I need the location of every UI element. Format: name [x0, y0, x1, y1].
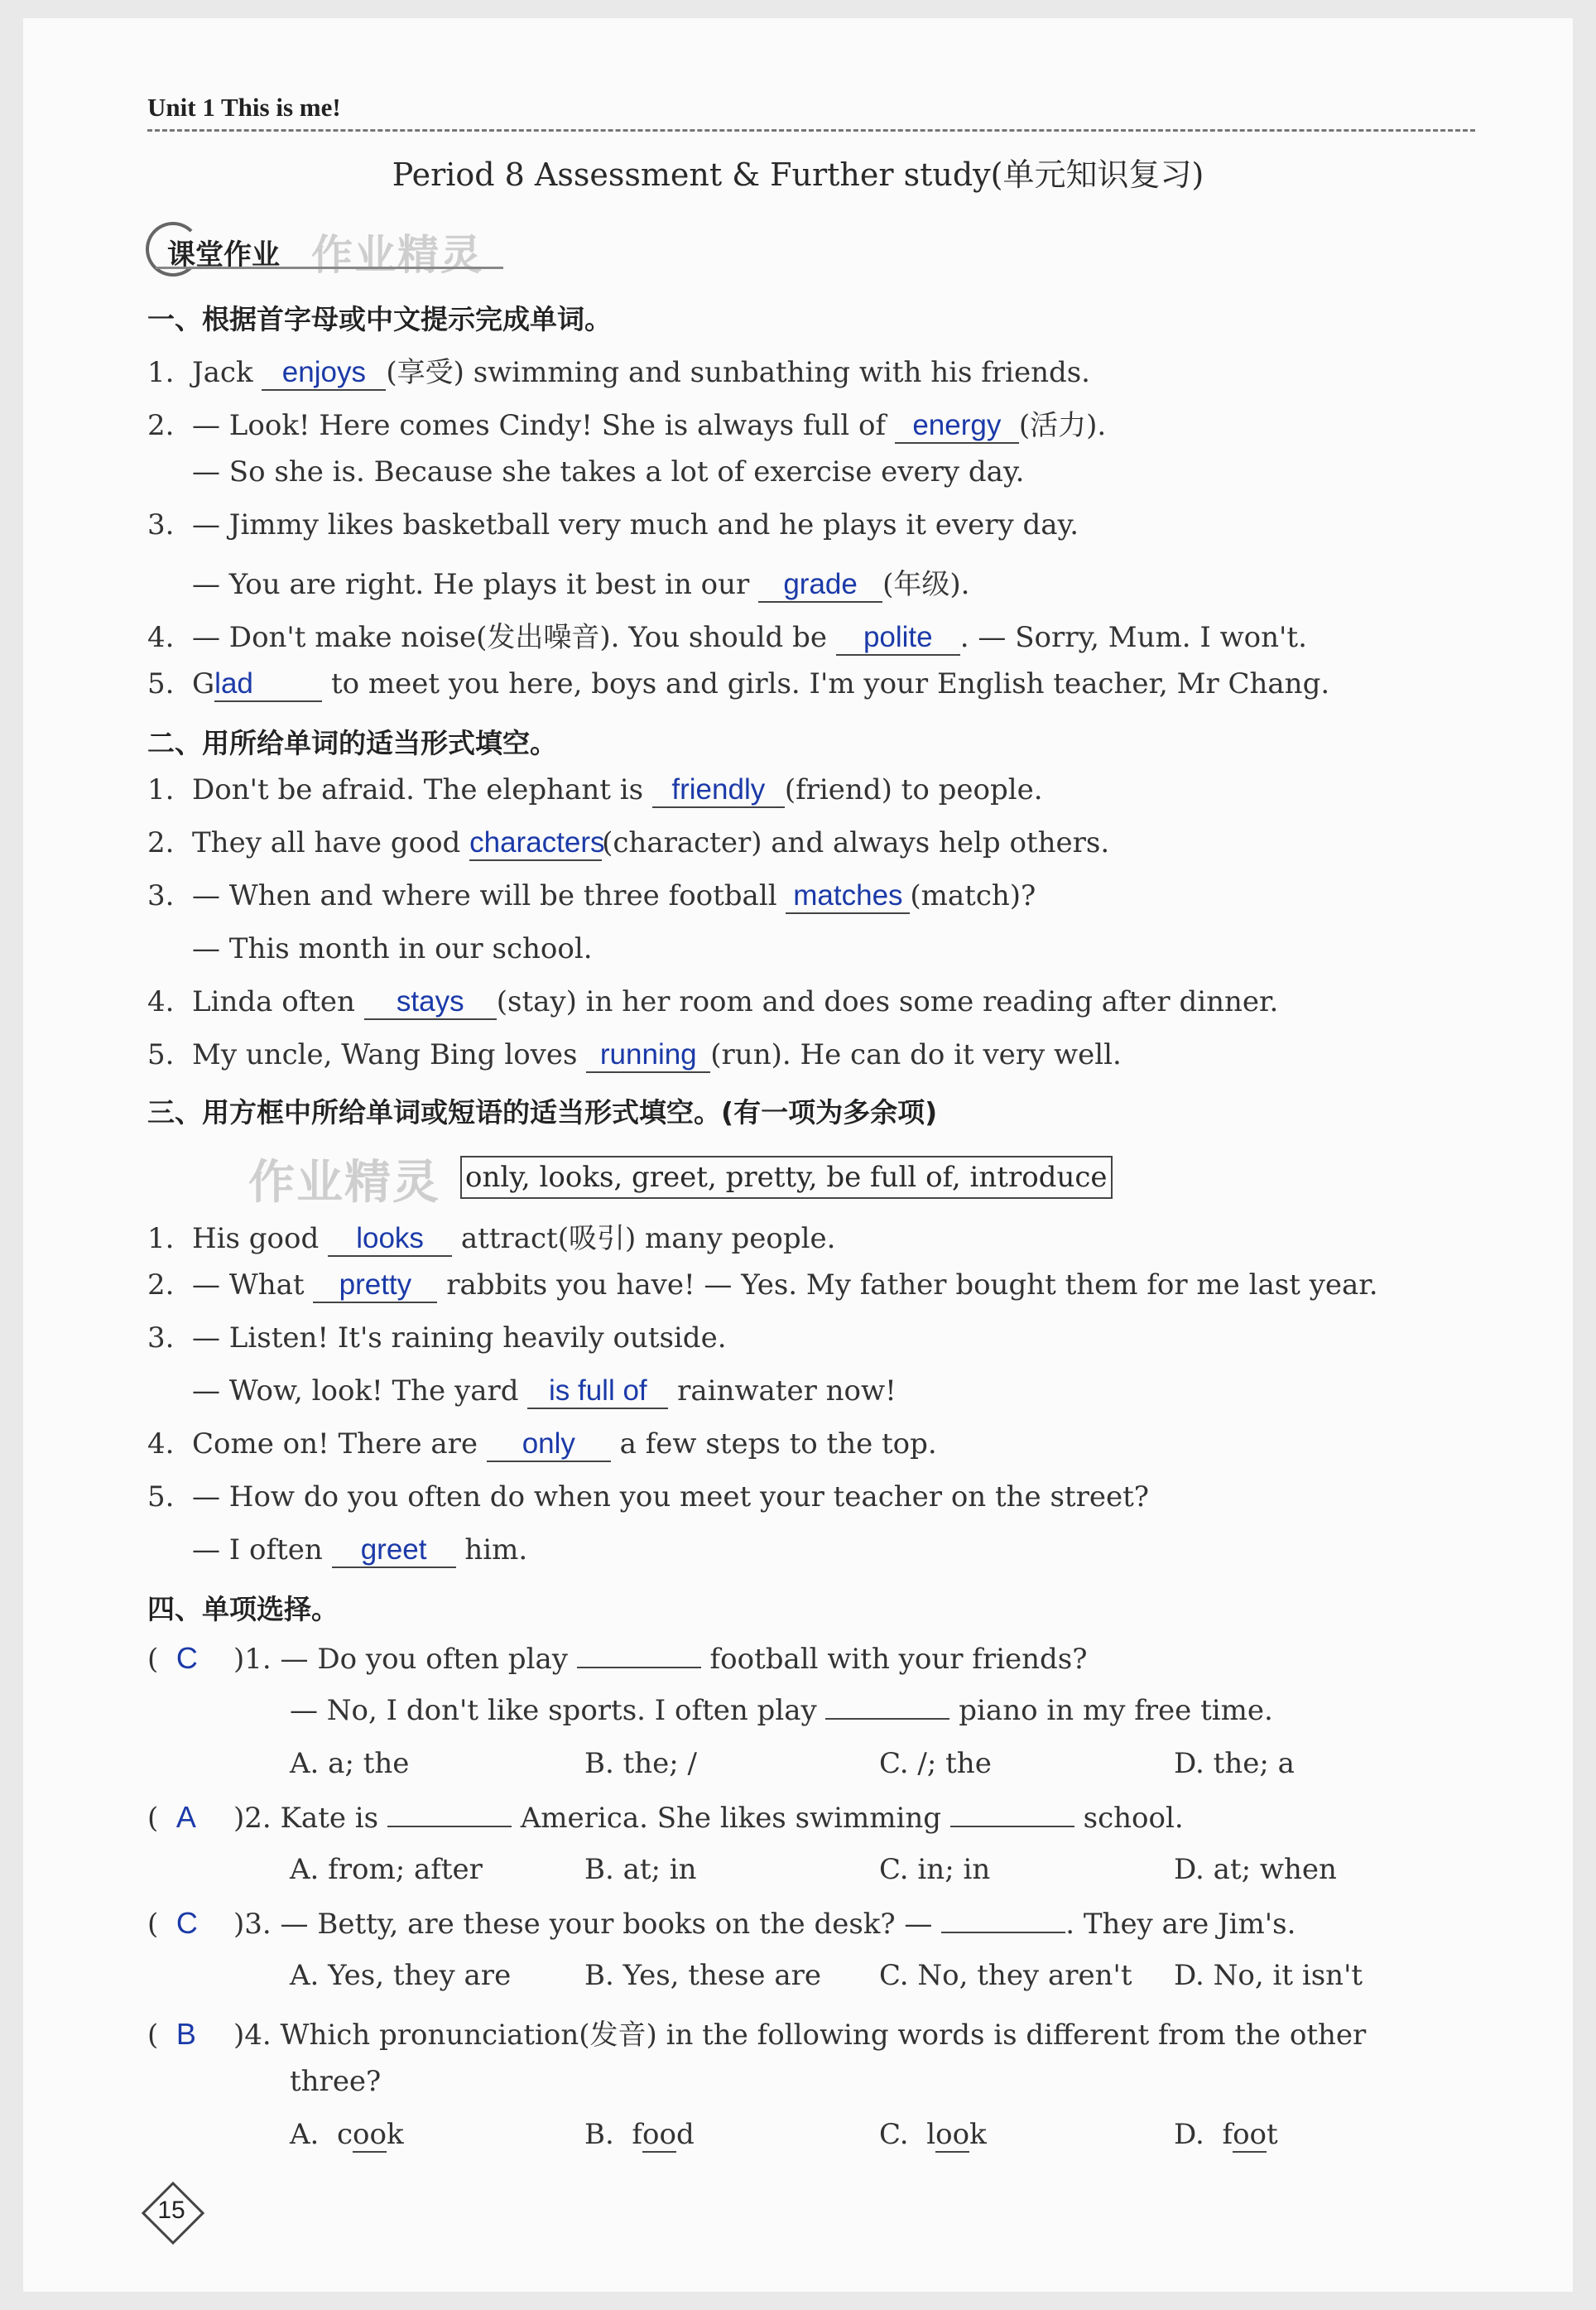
question-number: 5.	[147, 1038, 175, 1071]
question-number: 2.	[147, 409, 175, 442]
q-text: him.	[464, 1533, 528, 1566]
banner-label: 课堂作业	[167, 238, 280, 272]
q-text: (年级).	[882, 568, 970, 601]
watermark: 作业精灵	[248, 1156, 440, 1210]
s2-q4	[147, 985, 1278, 1020]
word-part: k	[969, 2118, 987, 2151]
question-number: 5.	[147, 1480, 175, 1514]
q-text: — What	[192, 1268, 305, 1302]
question-number: 5.	[147, 667, 175, 700]
choice-answer: C	[175, 1641, 198, 1675]
underlined-letters: oo	[642, 2118, 676, 2151]
answer-blank[interactable]	[387, 1826, 512, 1827]
q-text: to meet you here, boys and girls. I'm your English teacher, Mr Chang.	[330, 667, 1330, 700]
q-text: (stay) in her room and does some reading after dinner.	[496, 985, 1279, 1018]
page-number: 15	[157, 2197, 185, 2224]
s2-q1	[147, 773, 1043, 808]
answer-blank[interactable]: characters	[469, 826, 602, 861]
word-part: t	[1267, 2118, 1278, 2151]
s4-q1-option-a[interactable]: A. a; the	[290, 1747, 410, 1780]
q-text: (match)?	[910, 879, 1036, 912]
q-text: — Look! Here comes Cindy! She is always full of	[192, 409, 887, 442]
s3-q3	[147, 1321, 727, 1355]
choice-answer: B	[175, 2017, 196, 2051]
choice-answer: C	[175, 1906, 198, 1940]
q-text: G	[192, 667, 215, 700]
word-part: c	[337, 2118, 353, 2151]
option-letter: D.	[1174, 2118, 1204, 2151]
answer-blank[interactable]: friendly	[652, 773, 785, 808]
s4-q1-option-d[interactable]: D. the; a	[1174, 1747, 1295, 1780]
q-text: (run). He can do it very well.	[710, 1038, 1122, 1071]
underlined-letters: oo	[353, 2118, 387, 2151]
header-divider	[147, 129, 1475, 132]
s4-q4	[147, 2012, 1366, 2053]
s4-q3-option-c[interactable]: C. No, they aren't	[879, 1959, 1132, 1992]
unit-header: Unit 1 This is me!	[147, 93, 341, 122]
question-number: )2.	[233, 1802, 272, 1835]
question-number: 4.	[147, 621, 175, 654]
s4-q2-option-a[interactable]: A. from; after	[290, 1853, 483, 1886]
underlined-letters: oo	[1233, 2118, 1267, 2151]
s3-q2	[147, 1268, 1378, 1303]
q-text: (享受) swimming and sunbathing with his friends.	[386, 356, 1090, 389]
q-text: — I often	[192, 1533, 323, 1566]
q-text: My uncle, Wang Bing loves	[192, 1038, 578, 1071]
question-number: 1.	[147, 1222, 175, 1255]
s4-q1	[147, 1641, 1087, 1676]
s2-q2	[147, 826, 1109, 861]
answer-blank[interactable]	[577, 1667, 701, 1668]
section-3-title: 三、用方框中所给单词或短语的适当形式填空。(有一项为多余项)	[147, 1096, 938, 1129]
section-1-title: 一、根据首字母或中文提示完成单词。	[147, 303, 612, 335]
question-number: 3.	[147, 508, 175, 541]
s1-q3	[147, 508, 1079, 541]
q-text: Linda often	[192, 985, 355, 1018]
q-text: football with your friends?	[709, 1643, 1088, 1676]
option-letter: B.	[584, 2118, 614, 2151]
q-text: — Don't make noise(发出噪音). You should be	[192, 621, 827, 654]
option-letter: C.	[879, 2118, 909, 2151]
answer-blank[interactable]: is full of	[527, 1374, 668, 1409]
q-text: — Wow, look! The yard	[192, 1374, 519, 1408]
answer-blank[interactable]	[825, 1718, 949, 1720]
s4-q4-line2: three?	[290, 2065, 382, 2098]
s4-q4-option-c[interactable]	[879, 2118, 987, 2151]
question-number: )3.	[233, 1908, 272, 1941]
q-text: attract(吸引) many people.	[460, 1222, 836, 1255]
section-4-title: 四、单项选择。	[147, 1593, 339, 1625]
answer-paren[interactable]: ( A	[147, 1800, 196, 1835]
s4-q2-option-c[interactable]: C. in; in	[879, 1853, 991, 1886]
answer-paren[interactable]: ( C	[147, 1641, 198, 1676]
period-title: Period 8 Assessment & Further study(单元知识复习)	[392, 156, 1204, 193]
q-text: rabbits you have! — Yes. My father bought them for me last year.	[446, 1268, 1378, 1302]
question-number: 2.	[147, 1268, 175, 1302]
section-2-title: 二、用所给单词的适当形式填空。	[147, 727, 557, 759]
s3-q1	[147, 1215, 835, 1257]
q-text: — How do you often do when you meet your teacher on the street?	[192, 1480, 1149, 1514]
word-bank-box: only, looks, greet, pretty, be full of, introduce	[460, 1156, 1113, 1199]
question-number: )1.	[233, 1643, 272, 1676]
answer-paren[interactable]: ( C	[147, 1906, 198, 1941]
s4-q3	[147, 1906, 1296, 1941]
q-text: They all have good	[192, 826, 461, 859]
q-text: — No, I don't like sports. I often play	[290, 1694, 817, 1727]
page-number-badge	[142, 2182, 200, 2240]
q-text: His good	[192, 1222, 320, 1255]
s4-q1-option-b[interactable]: B. the; /	[584, 1747, 697, 1780]
s1-q4	[147, 614, 1307, 656]
word-part: l	[926, 2118, 936, 2151]
classwork-banner	[146, 217, 510, 279]
answer-blank[interactable]: matches	[786, 879, 910, 914]
s1-q5	[147, 667, 1329, 702]
s4-q1-option-c[interactable]: C. /; the	[879, 1747, 992, 1780]
q-text: school.	[1083, 1802, 1184, 1835]
q-text: — Do you often play	[280, 1643, 568, 1676]
question-number: 3.	[147, 879, 175, 912]
question-number: 3.	[147, 1321, 175, 1355]
answer-blank[interactable]: greet	[332, 1533, 456, 1568]
question-number: 4.	[147, 1427, 175, 1461]
q-text: . They are Jim's.	[1065, 1908, 1296, 1941]
answer-blank[interactable]: lad	[214, 667, 322, 702]
choice-answer: A	[175, 1800, 196, 1834]
q-text: . — Sorry, Mum. I won't.	[959, 621, 1307, 654]
answer-blank[interactable]	[941, 1932, 1065, 1933]
answer-blank[interactable]: stays	[364, 985, 497, 1020]
s3-q4	[147, 1427, 937, 1462]
q-text: — You are right. He plays it best in our	[192, 568, 750, 601]
answer-blank[interactable]: grade	[758, 568, 882, 603]
answer-paren[interactable]: ( B	[147, 2017, 196, 2052]
s3-q3-reply	[192, 1374, 897, 1409]
answer-blank[interactable]: enjoys	[262, 356, 386, 391]
s3-q5	[147, 1480, 1149, 1514]
question-number: 1.	[147, 356, 175, 389]
s3-q5-reply	[192, 1533, 527, 1568]
s4-q4-option-b[interactable]	[584, 2118, 695, 2151]
q-text: piano in my free time.	[959, 1694, 1273, 1727]
s4-q3-option-a[interactable]: A. Yes, they are	[290, 1959, 512, 1992]
q-text: a few steps to the top.	[619, 1427, 937, 1461]
answer-blank[interactable]	[950, 1826, 1074, 1827]
s1-q3-reply	[192, 561, 969, 603]
s4-q3-option-b[interactable]: B. Yes, these are	[584, 1959, 821, 1992]
s4-q4-option-a[interactable]	[290, 2118, 404, 2151]
q-text: (character) and always help others.	[602, 826, 1110, 859]
s4-q1-line2	[290, 1694, 1273, 1727]
word-part: f	[632, 2118, 643, 2151]
q-text: Jack	[192, 356, 253, 389]
q-text: — When and where will be three football	[192, 879, 777, 912]
s4-q4-option-d[interactable]	[1174, 2118, 1278, 2151]
banner-underline	[156, 267, 503, 269]
answer-blank[interactable]: polite	[836, 621, 960, 656]
question-number: 4.	[147, 985, 175, 1018]
s4-q2	[147, 1800, 1184, 1835]
q-text: Come on! There are	[192, 1427, 478, 1461]
word-part: f	[1222, 2118, 1233, 2151]
answer-blank[interactable]: pretty	[313, 1268, 437, 1303]
s4-q3-option-d[interactable]: D. No, it isn't	[1174, 1959, 1363, 1992]
watermark: 作业精灵	[311, 231, 483, 279]
s2-q3	[147, 879, 1036, 914]
q-text: (活力).	[1018, 409, 1107, 442]
q-text: — Listen! It's raining heavily outside.	[192, 1321, 727, 1355]
s1-q2-reply: — So she is. Because she takes a lot of exercise every day.	[192, 455, 1025, 488]
q-text: Which pronunciation(发音) in the following words is different from the other	[280, 2019, 1367, 2052]
q-text: Kate is	[280, 1802, 379, 1835]
answer-blank[interactable]: energy	[895, 409, 1019, 444]
s2-q5	[147, 1038, 1122, 1073]
word-part: d	[675, 2118, 695, 2151]
q-text: rainwater now!	[677, 1374, 897, 1408]
underlined-letters: oo	[935, 2118, 970, 2151]
question-number: 1.	[147, 773, 175, 806]
word-part: k	[387, 2118, 404, 2151]
option-letter: A.	[290, 2118, 320, 2151]
question-number: 2.	[147, 826, 175, 859]
q-text: (friend) to people.	[784, 773, 1043, 806]
q-text: America. She likes swimming	[520, 1802, 942, 1835]
s4-q2-option-d[interactable]: D. at; when	[1174, 1853, 1337, 1886]
question-number: )4.	[233, 2019, 272, 2052]
q-text: Don't be afraid. The elephant is	[192, 773, 644, 806]
answer-blank[interactable]: looks	[328, 1222, 452, 1257]
s1-q1	[147, 349, 1090, 391]
s1-q2	[147, 402, 1106, 444]
answer-blank[interactable]: only	[487, 1427, 611, 1462]
q-text: — Jimmy likes basketball very much and he plays it every day.	[192, 508, 1079, 541]
s4-q2-option-b[interactable]: B. at; in	[584, 1853, 697, 1886]
q-text: — Betty, are these your books on the desk? —	[280, 1908, 933, 1941]
s2-q3-reply: — This month in our school.	[192, 932, 593, 965]
answer-blank[interactable]: running	[586, 1038, 710, 1073]
